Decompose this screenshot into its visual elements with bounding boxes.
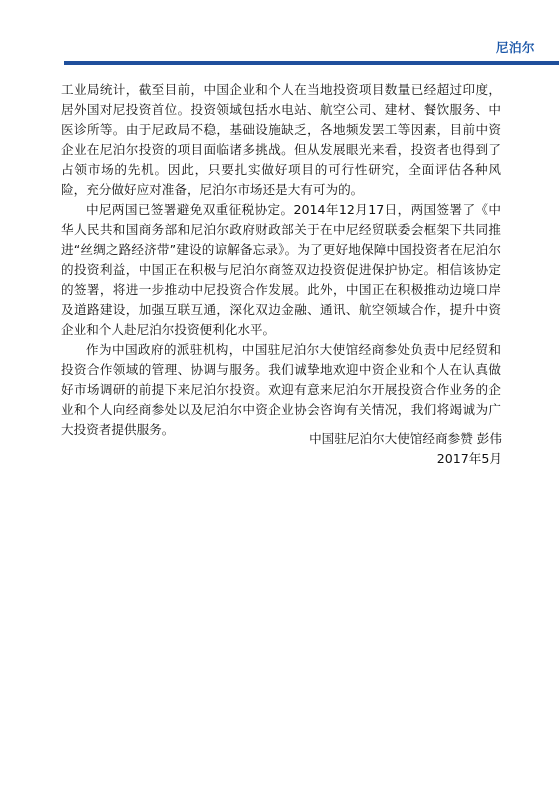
paragraph-tax-agreement: 中尼两国已签署避免双重征税协定。2014年12月17日，两国签署了《中华人民共和国商务部和尼泊尔政府财政部关于在中尼经贸联委会框架下共同推进“丝绸之路经济带”建设的谅解备忘录》。为了更好地保障中国投资者在尼泊尔的投资利益，中国正在积极与尼泊尔商签双边投资促进保护协定。相信该协定的签署，将进一步推动中尼投资合作发展。此外，中国正在积极推动边境口岸及道路建设，加强互联互通，深化双边金融、通讯、航空领域合作，提升中资企业和个人赴尼泊尔投资便利化水平。	[61, 202, 501, 337]
paragraph-embassy-service: 作为中国政府的派驻机构，中国驻尼泊尔大使馆经商参处负责中尼经贸和投资合作领域的管理、协调与服务。我们诚挚地欢迎中资企业和个人在认真做好市场调研的前提下来尼泊尔投资。欢迎有意来尼泊尔开展投资合作业务的企业和个人向经商参处以及尼泊尔中资企业协会咨询有关情况，我们将竭诚为广大投资者提供服务。	[61, 342, 501, 437]
paragraph-continuation: 工业局统计，截至目前，中国企业和个人在当地投资项目数量已经超过印度，居外国对尼投资首位。投资领域包括水电站、航空公司、建材、餐饮服务、中医诊所等。由于尼政局不稳，基础设施缺乏，各地频发罢工等因素，目前中资企业在尼泊尔投资的项目面临诸多挑战。但从发展眼光来看，投资者也得到了占领市场的先机。因此，只要扎实做好项目的可行性研究，全面评估各种风险，充分做好应对准备，尼泊尔市场还是大有可为的。	[61, 82, 501, 197]
body-text	[61, 80, 501, 440]
section-label: 尼泊尔	[495, 40, 535, 55]
signature-block	[61, 429, 502, 469]
signature-author: 中国驻尼泊尔大使馆经商参赞 彭伟	[309, 431, 502, 446]
header-rule	[64, 61, 559, 65]
signature-date: 2017年5月	[436, 451, 502, 466]
